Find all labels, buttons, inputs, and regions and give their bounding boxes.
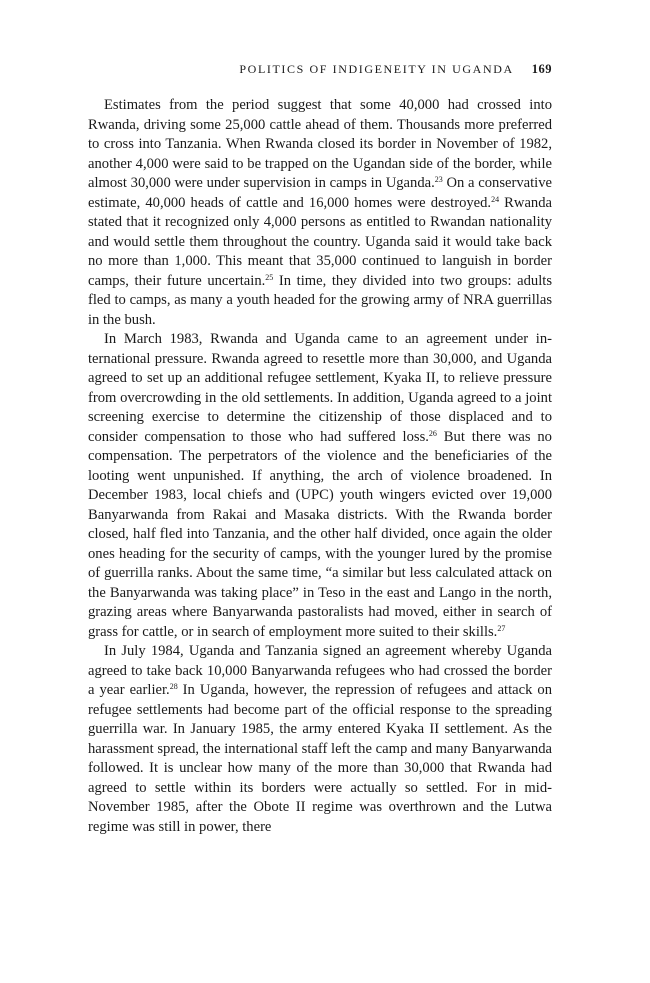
text-segment: But there was no compensation. The perpetrators of the violence and the beneficiaries of the looting went unpunished. If anything, the arch of violence broadened. In December 1983, local chiefs and (UPC) youth wingers evicted over 19,000 Banyarwanda from Rakai and Masaka districts. With the Rwanda border closed, half fled into Tanzania, and the other half divided, once again the older ones heading for the security of camps, with the younger lured by the promise of guerrilla ranks. About the same time, “a similar but less calculated attack on the Banyarwanda was taking place” in Teso in the east and Lango in the north, grazing areas where Banyarwanda pastoralists had moved, either in search of grass for cattle, or in search of employment more suited to their skills. [88,428,552,640]
paragraph [88,96,552,330]
paragraph [88,642,552,837]
text-segment: On a conservative estimate, 40,000 heads of cattle and 16,000 homes were destroyed. [88,175,552,211]
text-segment: Rwanda stated that it recognized only 4,000 persons as entitled to Rwandan nationality and would settle them throughout the country. Uganda said it would take back no more than 1,000. This meant that 35,000 continued to languish in border camps, their future uncertain. [88,194,552,289]
footnote-marker: 26 [428,428,437,438]
footnote-marker: 25 [265,272,274,282]
text-segment: In time, they divided into two groups: adults fled to camps, as many a youth headed for the growing army of NRA guerrillas in the bush. [88,272,552,328]
footnote-marker: 23 [434,175,443,184]
running-header [88,62,552,88]
footnote-marker: 24 [491,194,500,204]
book-page [88,62,552,837]
running-title: POLITICS OF INDIGENEITY IN UGANDA [239,62,514,76]
page-number: 169 [531,62,552,76]
paragraph [88,330,552,642]
body-text [88,96,552,837]
text-segment: In July 1984, Uganda and Tanzania signed an agreement whereby Uganda agreed to take back 10,000 Banyarwanda refugees who had crossed the border a year earlier. [88,643,552,698]
text-segment: In Uganda, however, the repression of refugees and attack on refugee settlements had become part of the official response to the spreading guerrilla war. In January 1985, the army entered Kyaka II settlement. As the harassment spread, the international staff left the camp and many Banyarwanda followed. It is unclear how many of the more than 30,000 that Rwanda had agreed to settle within its borders were actually so settled. For in mid-November 1985, after the Obote II regime was overthrown and the Lutwa regime was still in power, there [88,682,552,835]
text-segment: Estimates from the period suggest that some 40,000 had crossed into Rwanda, driving some 25,000 cattle ahead of them. Thousands more preferred to cross into Tanzania. When Rwanda closed its border in November of 1982, another 4,000 were said to be trapped on the Ugandan side of the border, while almost 30,000 were under supervision in camps in Uganda. [88,97,552,191]
footnote-marker: 27 [497,623,506,633]
text-segment: In March 1983, Rwanda and Uganda came to an agreement under international pressure. Rwanda agreed to resettle more than 30,000, and Uganda agreed to set up an additional refugee settlement, Kyaka II, to relieve pressure from overcrowding in the old settlements. In addition, Uganda agreed to a joint screening exercise to determine the citizenship of those displaced and to consider compensation to those who had suffered loss. [88,331,552,445]
footnote-marker: 28 [169,682,178,691]
